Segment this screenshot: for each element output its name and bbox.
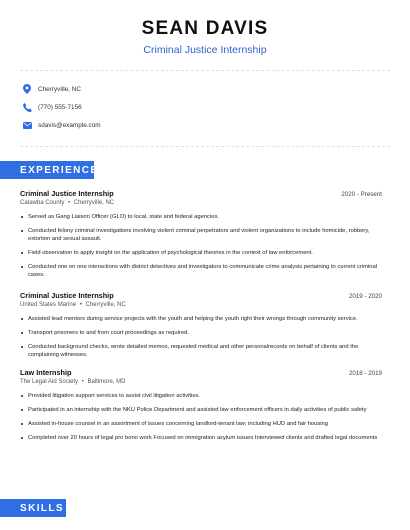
candidate-name: SEAN DAVIS [141,18,269,39]
list-item: Assisted lead mentors during service projects with the youth and helping the youth right their wrongs through community service. [20,315,382,323]
job-dates: 2020 - Present [341,191,382,198]
phone-text: (770) 555-7156 [38,103,82,111]
list-item: Served as Gang Liaison Officer (GLO) to local, state and federal agencies. [20,213,382,221]
job-dates: 2019 - 2020 [348,293,382,300]
job-bullets [20,392,382,442]
contact-location [20,82,81,96]
resume-header [0,18,410,57]
list-item: Provided litigation support services to assist civil litigation activities. [20,392,382,400]
list-item: Assisted in-house counsel in an assortment of issues concerning landlord-tenant law; including HUD and fair housing [20,420,382,428]
employer-location: Cherryville, NC [73,200,115,206]
email-text[interactable]: sdavis@example.com [38,121,101,129]
phone-icon [20,100,34,114]
job-employer: Catawba County • Cherryville, NC [20,200,115,206]
employer-location: Baltimore, MD [87,379,126,385]
list-item: Transport prisoners to and from court proceedings as required. [20,329,382,337]
job-employer: United States Marine • Cherryville, NC [20,302,126,308]
job-bullets [20,213,382,279]
list-item: Conducted felony criminal investigations involving violent criminal perpetrators and violent organizations to include homicide, robbery, extortion and sexual assault. [20,227,382,243]
employer-name: The Legal Aid Society [20,379,79,385]
location-text: Cherryville, NC [38,85,81,93]
section-heading-experience [0,161,99,179]
contact-email [20,118,101,132]
employer-name: Catawba County [20,200,65,206]
employer-location: Cherryville, NC [85,302,126,308]
list-item: Participated in an internship with the NKU Police Department and assisted law enforcement officers in daily activities of public safety [20,406,382,414]
section-title: SKILLS [20,502,64,514]
job-entry [20,291,382,365]
mail-icon [20,118,34,132]
contact-phone [20,100,82,114]
divider [20,70,390,71]
employer-name: United States Marine [20,302,77,308]
job-title: Criminal Justice Internship [20,189,114,198]
list-item: Conducted background checks, wrote detailed memos, requested medical and other personalrecords on behalf of clients and the complaining witnesses. [20,343,382,359]
list-item: Completed over 20 hours of legal pro bono work Focused on immigration asylum issues Interviewed clients and drafted legal documents [20,434,382,442]
divider [20,146,390,147]
job-title: Criminal Justice Internship [20,291,114,300]
section-heading-skills [0,499,66,517]
job-employer: The Legal Aid Society • Baltimore, MD [20,379,126,385]
contact-block [20,82,390,134]
candidate-headline: Criminal Justice Internship [143,44,267,56]
list-item: Field observation to apply insight on the application of psychological theories in the context of law enforcement. [20,249,382,257]
job-title: Law Internship [20,368,72,377]
job-bullets [20,315,382,359]
job-entry [20,368,382,448]
job-entry [20,189,382,285]
job-dates: 2018 - 2019 [348,370,382,377]
list-item: Conducted one on one interactions with district detectives and investigators to communicate crime analysis pertaining to current criminal cases. [20,263,382,279]
section-title: EXPERIENCE [20,164,99,176]
map-pin-icon [20,82,34,96]
